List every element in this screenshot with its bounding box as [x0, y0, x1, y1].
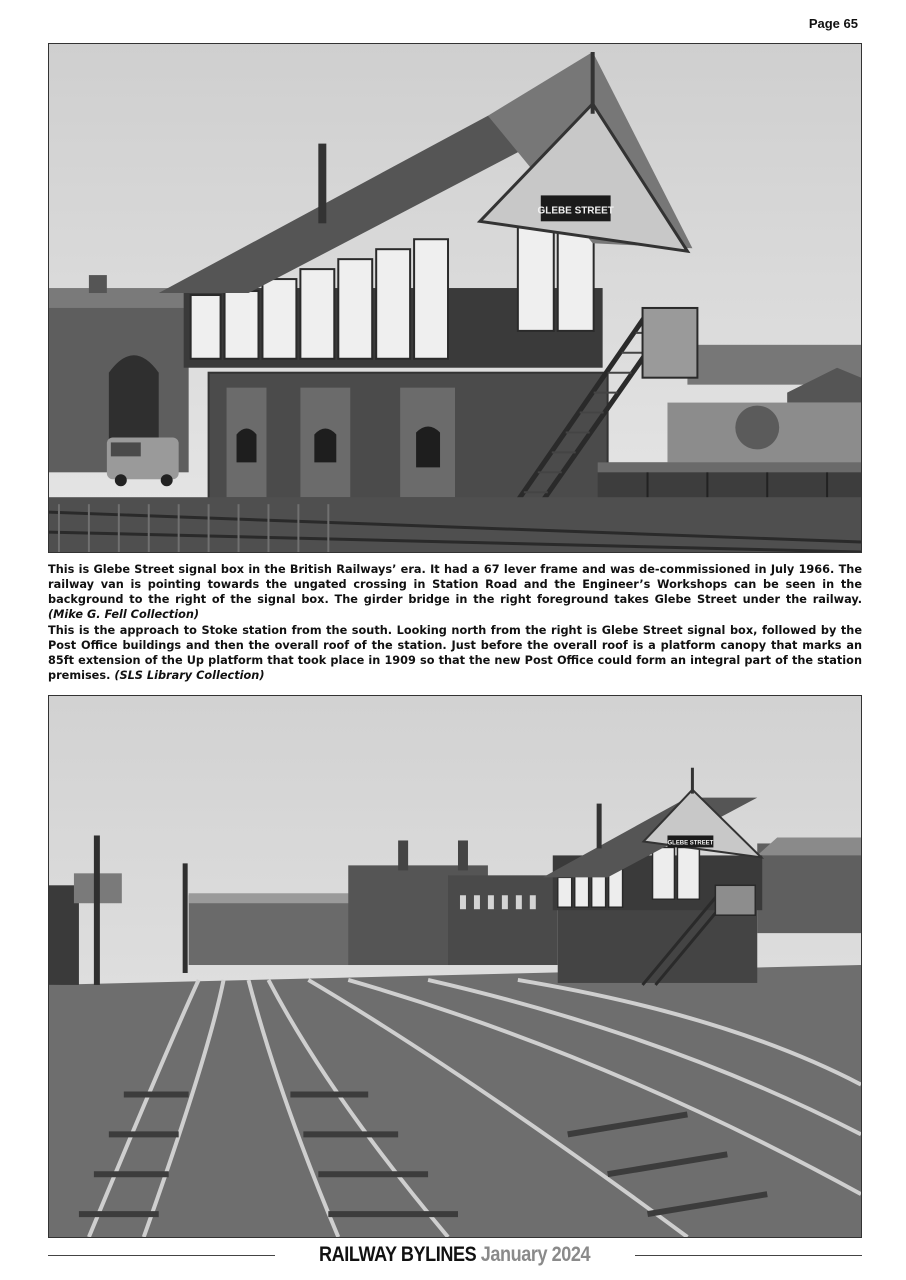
masthead	[301, 1243, 610, 1267]
signal-box-nameboard: GLEBE STREET	[537, 205, 614, 217]
photo-credit: (SLS Library Collection)	[114, 669, 265, 682]
photo-credit: (Mike G. Fell Collection)	[48, 608, 200, 621]
caption-text: This is Glebe Street signal box in the British Railways’ era. It had a 67 lever frame and was de-commissioned in July 1966. The railway van is pointing towards the ungated crossing in Station Road and the Engineer’s Workshops can be seen in the background to the right of the signal box. The girder bridge in the right foreground takes Glebe Street under the railway.	[48, 563, 862, 606]
magazine-title: RAILWAY BYLINES	[319, 1243, 477, 1266]
footer-rule-left	[48, 1255, 275, 1256]
signal-box-photo	[48, 43, 862, 553]
caption-signal-box	[48, 562, 862, 622]
signal-box-nameboard: GLEBE STREET	[667, 840, 714, 847]
issue-date: January 2024	[481, 1243, 591, 1266]
page-number: Page 65	[808, 16, 858, 31]
station-approach-photo	[48, 695, 862, 1238]
footer-masthead	[48, 1242, 862, 1268]
footer-rule-right	[635, 1255, 862, 1256]
caption-text: This is the approach to Stoke station from the south. Looking north from the right is Glebe Street signal box, followed by the Post Office buildings and then the overall roof of the station. Just before the overall roof is a platform canopy that marks an 85ft extension of the Up platform that took place in 1909 so that the new Post Office could form an integral part of the station premises.	[48, 624, 862, 682]
caption-station-approach	[48, 623, 862, 683]
